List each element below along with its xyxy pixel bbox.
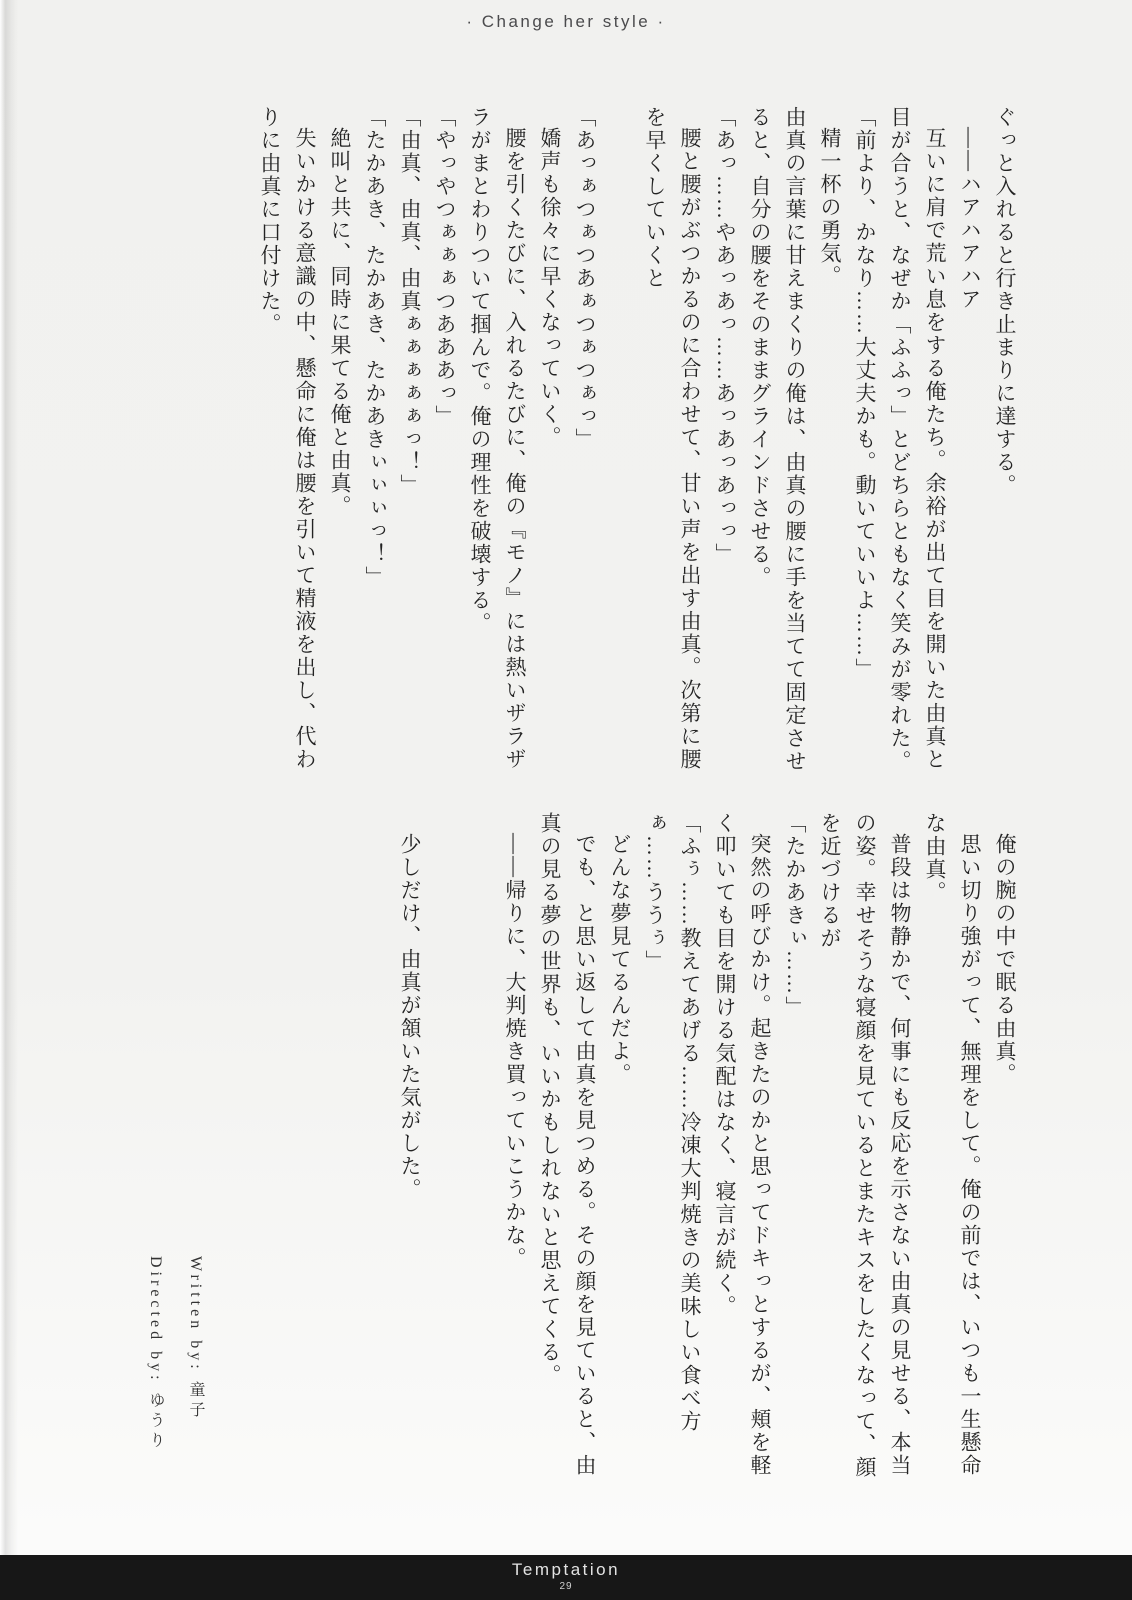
- text-paragraph: 思い切り強がって、無理をして。俺の前では、いつも一生懸命な由真。: [923, 812, 982, 1477]
- credits-block: [135, 1256, 215, 1474]
- text-paragraph: 「前より、かなり……大丈夫かも。動いていいよ……」: [853, 106, 877, 681]
- text-paragraph: ――ハアハアハア: [958, 127, 982, 311]
- footer-title: Temptation: [511, 1560, 621, 1579]
- text-paragraph: 「やっやつぁぁぁつあああっ」: [433, 106, 457, 428]
- story-text-block-top: [252, 106, 1022, 774]
- text-paragraph: 精一杯の勇気。: [818, 127, 842, 288]
- text-paragraph: 普段は物静かで、何事にも反応を示さない由真の見せる、本当の姿。幸せそうな寝顔を見ているとまたキスをしたくなって、顔を近づけるが: [818, 812, 912, 1479]
- text-paragraph: 「たかあきぃ……」: [783, 812, 807, 1019]
- credit-written-by: Written by: 童子: [187, 1256, 204, 1421]
- page-header-title: · Change her style ·: [466, 12, 666, 31]
- text-paragraph: 「たかあき、たかあき、たかあきぃぃぃっ！」: [363, 106, 387, 589]
- text-paragraph: 少しだけ、由真が頷いた気がした。: [398, 833, 422, 1201]
- text-paragraph: 由真の言葉に甘えまくりの俺は、由真の腰に手を当てて固定させると、自分の腰をそのままグラインドさせる。: [748, 106, 807, 773]
- page-binding-shadow: [0, 0, 18, 1600]
- text-paragraph: 「あっぁつぁつあぁつぁつぁっ」: [573, 106, 597, 451]
- text-paragraph: 俺の腕の中で眠る由真。: [993, 833, 1017, 1086]
- story-text-block-bottom: [392, 812, 1022, 1480]
- text-paragraph: 嬌声も徐々に早くなっていく。: [538, 127, 562, 449]
- text-paragraph: 腰を引くたびに、入れるたびに、俺の『モノ』には熱いザラザラがまとわりついて掴んで。俺の理性を破壊する。: [468, 106, 527, 771]
- text-paragraph: 腰と腰がぶつかるのに合わせて、甘い声を出す由真。次第に腰を早くしていくと: [643, 106, 702, 771]
- text-paragraph: 突然の呼びかけ。起きたのかと思ってドキっとするが、頬を軽く叩いても目を開ける気配はなく、寝言が続く。: [713, 812, 772, 1477]
- text-paragraph: 互いに肩で荒い息をする俺たち。余裕が出て目を開いた由真と目が合うと、なぜか「ふふっ」とどちらともなく笑みが零れた。: [888, 106, 947, 773]
- text-paragraph: 「ふぅ……教えてあげる……冷凍大判焼きの美味しい食べ方ぁ……ううぅ」: [643, 812, 702, 1433]
- text-paragraph: 「由真、由真、由真ぁぁぁぁぁっ！」: [398, 106, 422, 497]
- text-paragraph: どんな夢見てるんだよ。: [608, 833, 632, 1086]
- text-paragraph: 失いかける意識の中、懸命に俺は腰を引いて精液を出し、代わりに由真に口付けた。: [258, 106, 317, 771]
- footer-page-number: 29: [559, 1581, 573, 1592]
- text-paragraph: ――帰りに、大判焼き買っていこうかな。: [503, 833, 527, 1270]
- text-paragraph: 「あっ……やあっあっ……あっあっあっっ」: [713, 106, 737, 566]
- text-paragraph: でも、と思い返して由真を見つめる。その顔を見ていると、由真の見る夢の世界も、いいかもしれないと思えてくる。: [538, 812, 597, 1477]
- footer-bar: [0, 1555, 1132, 1600]
- text-paragraph: ぐっと入れると行き止まりに達する。: [993, 106, 1017, 497]
- credit-directed-by: Directed by: ゆうり: [147, 1256, 164, 1452]
- text-paragraph: 絶叫と共に、同時に果てる俺と由真。: [328, 127, 352, 518]
